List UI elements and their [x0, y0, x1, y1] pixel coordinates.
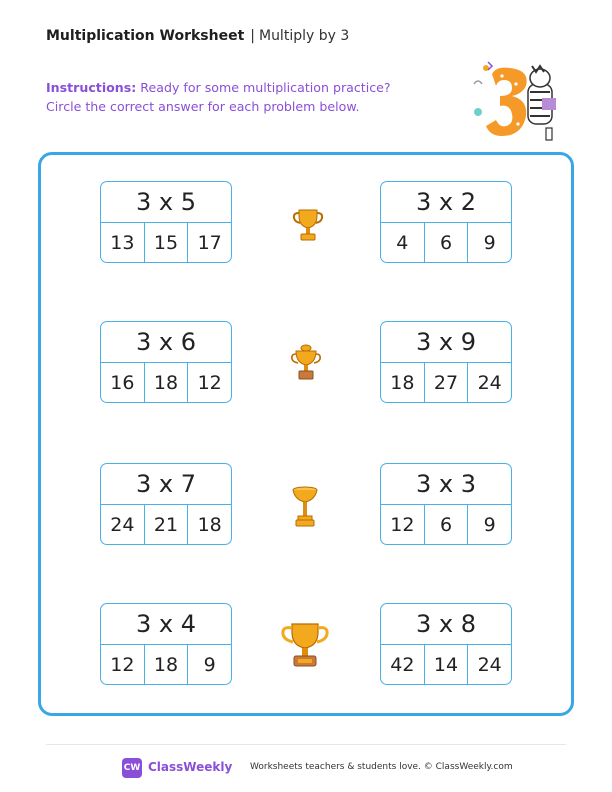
problem-question: 3 x 9	[381, 322, 511, 363]
problem-question: 3 x 2	[381, 182, 511, 223]
answer-option[interactable]: 18	[187, 505, 231, 545]
answer-option[interactable]: 18	[144, 363, 188, 403]
problem-question: 3 x 4	[101, 604, 231, 645]
trophy-icon	[290, 484, 320, 530]
answer-option[interactable]: 18	[144, 645, 188, 685]
problem-card	[100, 321, 232, 403]
problem-card	[380, 463, 512, 545]
answer-option[interactable]: 6	[424, 505, 468, 545]
instructions	[46, 78, 426, 116]
answer-option[interactable]: 42	[390, 654, 415, 676]
worksheet-header	[46, 28, 349, 44]
header-separator: |	[250, 28, 255, 44]
answer-option[interactable]: 24	[467, 363, 511, 403]
answer-option[interactable]: 12	[390, 514, 415, 536]
problem-card	[380, 321, 512, 403]
brand-name: ClassWeekly	[148, 760, 233, 774]
problem-question: 3 x 3	[381, 464, 511, 505]
problem-card	[100, 603, 232, 685]
instructions-label: Instructions:	[46, 80, 137, 95]
answer-option[interactable]: 9	[467, 505, 511, 545]
footer-divider	[46, 744, 566, 745]
trophy-icon	[290, 342, 322, 384]
answer-option[interactable]: 4	[396, 232, 409, 254]
problem-card	[100, 463, 232, 545]
problem-question: 3 x 6	[101, 322, 231, 363]
answer-option[interactable]: 14	[424, 645, 468, 685]
footer-tagline: Worksheets teachers & students love. © ClassWeekly.com	[250, 762, 513, 772]
problem-question: 3 x 5	[101, 182, 231, 223]
answer-option[interactable]: 9	[467, 223, 511, 263]
trophy-icon	[290, 206, 326, 244]
answer-option[interactable]: 9	[187, 645, 231, 685]
problem-question: 3 x 8	[381, 604, 511, 645]
answer-option[interactable]: 18	[390, 372, 415, 394]
answer-option[interactable]: 13	[110, 232, 135, 254]
answer-option[interactable]: 16	[110, 372, 135, 394]
problem-card	[380, 603, 512, 685]
answer-option[interactable]: 17	[187, 223, 231, 263]
trophy-icon	[280, 618, 330, 672]
answer-option[interactable]: 24	[467, 645, 511, 685]
page-subtitle: Multiply by 3	[258, 28, 350, 44]
answer-option[interactable]: 27	[424, 363, 468, 403]
answer-option[interactable]: 24	[110, 514, 135, 536]
answer-option[interactable]: 15	[144, 223, 188, 263]
answer-option[interactable]: 6	[424, 223, 468, 263]
classweekly-logo-icon: CW	[122, 758, 142, 778]
answer-option[interactable]: 12	[110, 654, 135, 676]
instructions-text: Ready for some multiplication practice? Circle the correct answer for each problem below.	[46, 80, 391, 114]
problem-card	[380, 181, 512, 263]
answer-option[interactable]: 12	[187, 363, 231, 403]
zebra-number-three-icon	[466, 54, 566, 146]
page-title: Multiplication Worksheet	[46, 28, 245, 44]
problem-card	[100, 181, 232, 263]
answer-option[interactable]: 21	[144, 505, 188, 545]
problem-question: 3 x 7	[101, 464, 231, 505]
